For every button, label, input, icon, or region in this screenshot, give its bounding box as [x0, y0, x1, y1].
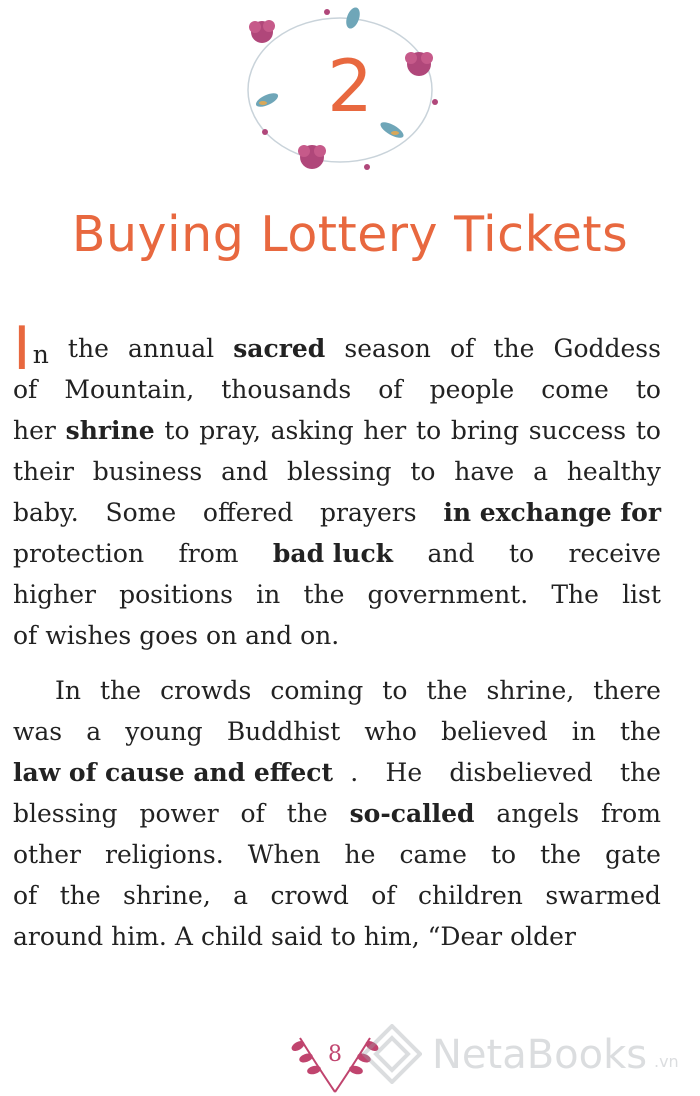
word: coming [270, 676, 364, 705]
word: the [303, 580, 345, 609]
text-line [13, 410, 661, 451]
word: of [371, 881, 396, 910]
word: come [541, 375, 609, 404]
word: the [100, 676, 141, 705]
word: to [416, 416, 442, 445]
text-line [13, 711, 661, 752]
text-line [13, 369, 661, 410]
word: . [350, 758, 359, 787]
word: a [86, 717, 102, 746]
word: shrine, [486, 676, 575, 705]
word: of [240, 799, 265, 828]
word: Buddhist [226, 717, 341, 746]
word: children [417, 881, 523, 910]
word: to [410, 457, 436, 486]
word: of [13, 881, 38, 910]
word: shrine, [123, 881, 211, 910]
text-line [13, 752, 661, 793]
bold-term: bad luck [272, 539, 394, 568]
word: swarmed [545, 881, 661, 910]
word: her [363, 416, 407, 445]
word: list [622, 580, 661, 609]
word: of [13, 375, 38, 404]
word: and [221, 457, 269, 486]
bold-term: shrine [65, 416, 155, 445]
text-line [13, 670, 661, 711]
word: higher [13, 580, 96, 609]
word: receive [568, 539, 661, 568]
word: the [59, 881, 101, 910]
word: blessing [13, 799, 118, 828]
word: was [13, 717, 63, 746]
word: and [427, 539, 475, 568]
word: wishes [45, 621, 132, 650]
text-line [13, 834, 661, 875]
word: the [286, 799, 328, 828]
word: people [429, 375, 515, 404]
word: Some [105, 498, 177, 527]
word: disbelieved [449, 758, 593, 787]
word: He [385, 758, 423, 787]
word: protection [13, 539, 145, 568]
word: of [13, 621, 38, 650]
word: annual [127, 334, 215, 363]
word [13, 314, 49, 384]
word: power [139, 799, 219, 828]
word: thousands [221, 375, 352, 404]
text-line [13, 314, 661, 384]
paragraph-2 [13, 670, 661, 957]
chapter-number: 2 [327, 44, 373, 128]
word: success [528, 416, 627, 445]
word: healthy [566, 457, 661, 486]
word: business [92, 457, 203, 486]
word: baby. [13, 498, 79, 527]
word: there [593, 676, 661, 705]
bold-term: in exchange for [443, 498, 661, 527]
word: angels [496, 799, 580, 828]
word: “Dear [427, 922, 503, 951]
word: In [55, 676, 81, 705]
word: religions. [105, 840, 224, 869]
word: believed [441, 717, 548, 746]
bold-term: law of cause and effect [13, 758, 333, 787]
watermark-suffix: .vn [654, 1052, 679, 1071]
word: who [364, 717, 417, 746]
word: young [125, 717, 203, 746]
word: to [635, 416, 661, 445]
word: goes [139, 621, 198, 650]
word: came [399, 840, 467, 869]
word: to [382, 676, 408, 705]
drop-cap: I [13, 314, 31, 384]
word: A [174, 922, 193, 951]
text-line [13, 875, 661, 916]
word: crowd [270, 881, 349, 910]
bold-term: sacred [233, 334, 326, 363]
word: the [426, 676, 468, 705]
text-line [13, 533, 661, 574]
netabooks-watermark [362, 1020, 682, 1090]
word: he [344, 840, 376, 869]
bold-term: so-called [349, 799, 475, 828]
word: gate [605, 840, 661, 869]
word-text: n [32, 340, 49, 369]
word: a [233, 881, 249, 910]
word: on. [300, 621, 340, 650]
word: pray, [199, 416, 261, 445]
word: When [247, 840, 321, 869]
word: offered [202, 498, 294, 527]
word: Goddess [553, 334, 661, 363]
word: their [13, 457, 74, 486]
word: him, [363, 922, 420, 951]
word: a [533, 457, 548, 486]
word: season [344, 334, 431, 363]
word: the [493, 334, 535, 363]
word: and [245, 621, 293, 650]
word: asking [270, 416, 354, 445]
word: prayers [320, 498, 417, 527]
word: Mountain, [64, 375, 195, 404]
word: government. [367, 580, 529, 609]
word: the [620, 758, 661, 787]
watermark-text: NetaBooks [432, 1032, 648, 1078]
word: to [330, 922, 356, 951]
word: of [450, 334, 475, 363]
word: have [454, 457, 515, 486]
word: to [508, 539, 535, 568]
text-line [13, 574, 661, 615]
text-line [13, 916, 661, 957]
word: of [378, 375, 403, 404]
word: bring [450, 416, 519, 445]
word: older [510, 922, 576, 951]
word: on [205, 621, 238, 650]
word: The [551, 580, 599, 609]
word: the [67, 334, 109, 363]
word: in [256, 580, 281, 609]
word: the [540, 840, 582, 869]
paragraph-1 [13, 314, 661, 656]
word: child [200, 922, 264, 951]
chapter-body [13, 314, 661, 957]
page-number: 8 [328, 1042, 342, 1067]
word: crowds [160, 676, 252, 705]
text-line [13, 492, 661, 533]
word: from [178, 539, 239, 568]
text-line [13, 793, 661, 834]
word: in [571, 717, 596, 746]
word: to [490, 840, 517, 869]
word: around [13, 922, 104, 951]
word: to [635, 375, 661, 404]
text-line [13, 615, 661, 656]
word: to [164, 416, 190, 445]
word: other [13, 840, 81, 869]
word: him. [111, 922, 167, 951]
chapter-title: Buying Lottery Tickets [71, 206, 629, 263]
word: from [600, 799, 661, 828]
netabooks-logo-icon [362, 1024, 422, 1084]
word: her [13, 416, 56, 445]
word: blessing [286, 457, 392, 486]
text-line [13, 451, 661, 492]
word: the [619, 717, 661, 746]
word: positions [119, 580, 234, 609]
word: said [271, 922, 323, 951]
